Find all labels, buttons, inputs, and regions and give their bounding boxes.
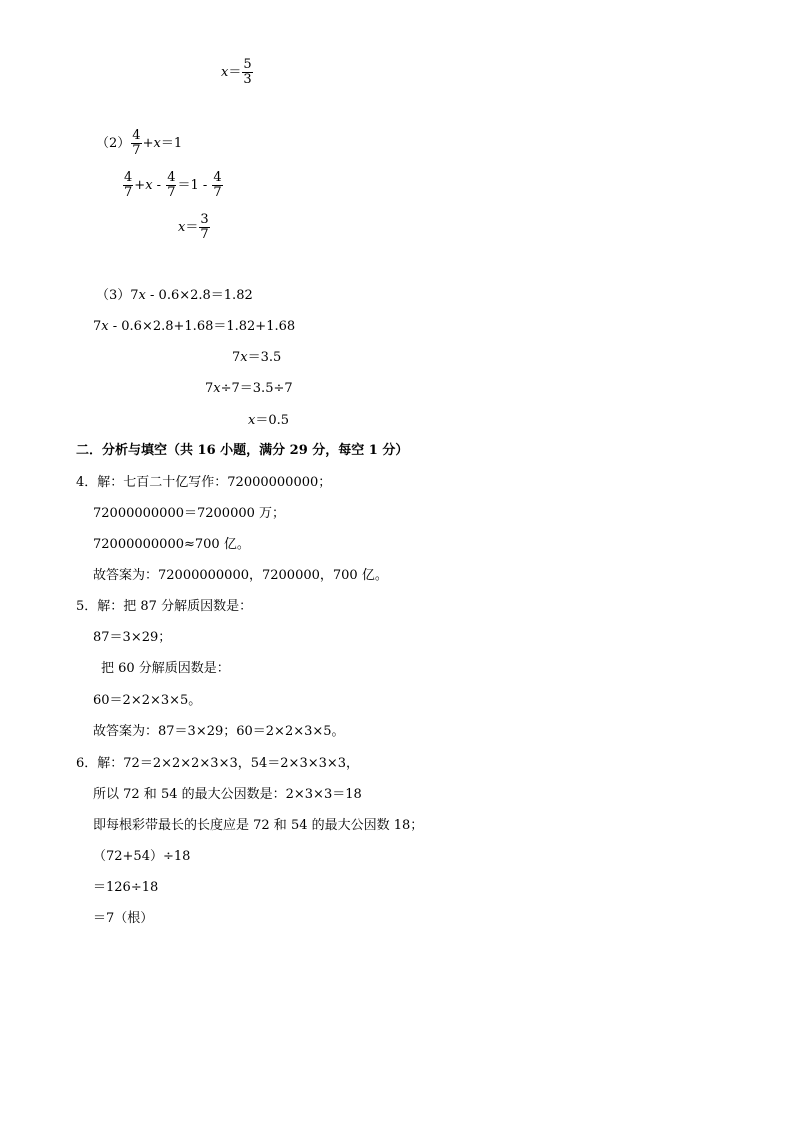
eq3-problem: （3）7x - 0.6×2.8＝1.82: [96, 288, 253, 303]
q5-line3: 把 60 分解质因数是：: [101, 661, 230, 676]
q5-line2: 87＝3×29；: [93, 630, 172, 645]
var-x: x: [248, 413, 256, 428]
fraction: $\frac{4}{7}$: [167, 170, 176, 200]
eq3-step1: 7x - 0.6×2.8+1.68＝1.82+1.68: [93, 319, 296, 334]
var-x: x: [240, 350, 248, 365]
q6-line4: （72+54）÷18: [93, 849, 191, 864]
section-heading: 二．分析与填空（共 16 小题，满分 29 分，每空 1 分）: [76, 443, 409, 458]
eq1-result: [221, 58, 254, 87]
var-x: x: [101, 319, 109, 334]
q6-line1: 6．解：72＝2×2×2×3×3，54＝2×3×3×3，: [76, 756, 360, 771]
eq2-problem: （2） $\frac{4}{7}$ +x＝1: [96, 128, 183, 158]
var-x: x: [213, 381, 221, 396]
fraction: $\frac{4}{7}$: [213, 170, 222, 200]
q4-line1: 4．解：七百二十亿写作：72000000000；: [76, 475, 332, 490]
equals-sign: ＝: [228, 65, 242, 80]
eq3-step2: 7x＝3.5: [232, 350, 282, 365]
var-x: x: [178, 220, 186, 235]
q6-line6: ＝7（根）: [93, 911, 154, 926]
part-label: （2）: [96, 136, 131, 151]
var-x: x: [221, 65, 229, 80]
q5-answer: 故答案为：87＝3×29；60＝2×2×3×5。: [93, 724, 345, 739]
q6-line2: 所以 72 和 54 的最大公因数是：2×3×3＝18: [93, 787, 362, 802]
eq2-step1: $\frac{4}{7}$ +x - $\frac{4}{7}$ ＝1 - $\frac{4}{7}$: [124, 170, 222, 200]
fraction: $\frac{4}{7}$: [132, 128, 141, 158]
var-x: x: [153, 136, 161, 151]
fraction: $\frac{3}{7}$: [200, 212, 209, 242]
eq3-result: x＝0.5: [248, 413, 290, 428]
eq2-result: x＝ $\frac{3}{7}$: [178, 212, 209, 242]
eq3-step3: 7x÷7＝3.5÷7: [205, 381, 293, 396]
q5-line4: 60＝2×2×3×5。: [93, 693, 202, 708]
q6-line3: 即每根彩带最长的长度应是 72 和 54 的最大公因数 18；: [93, 818, 424, 833]
q4-line2: 72000000000＝7200000 万；: [93, 506, 286, 521]
fraction: $\frac{4}{7}$: [124, 170, 133, 200]
q5-line1: 5．解：把 87 分解质因数是：: [76, 599, 253, 614]
var-x: x: [145, 178, 153, 193]
q4-answer: 故答案为：72000000000，7200000，700 亿。: [93, 568, 388, 583]
q6-line5: ＝126÷18: [93, 880, 159, 895]
var-x: x: [138, 288, 146, 303]
fraction: $\frac{5}{3}$: [243, 57, 252, 87]
q4-line3: 72000000000≈700 亿。: [93, 537, 250, 552]
